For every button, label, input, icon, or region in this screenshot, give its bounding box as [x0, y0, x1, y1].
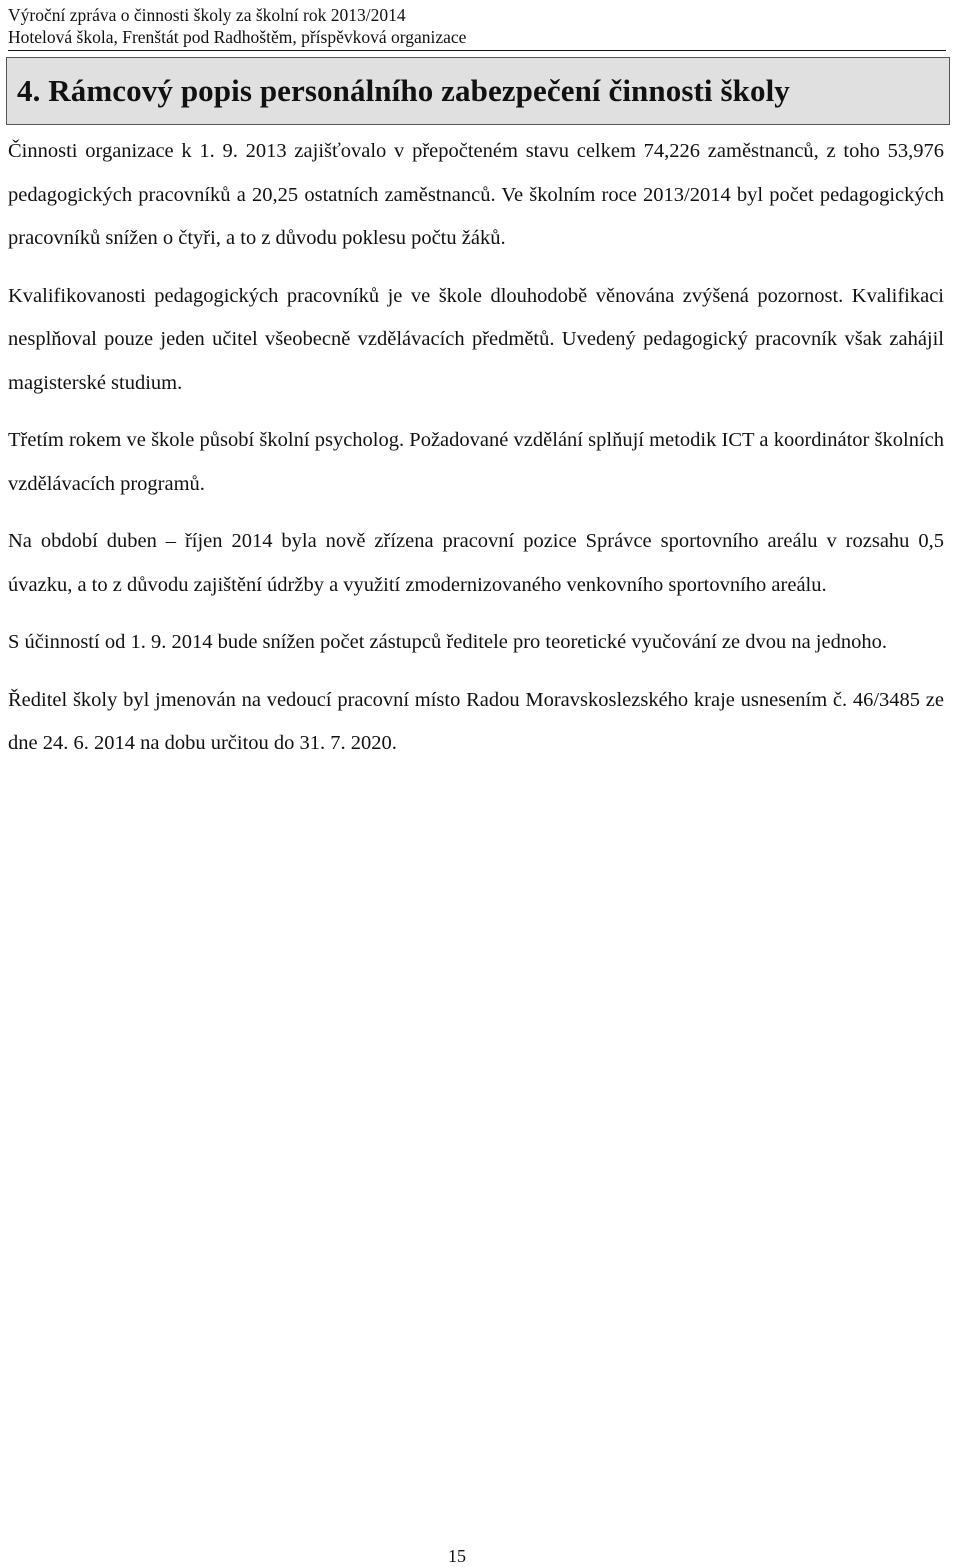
paragraph-deputies: S účinností od 1. 9. 2014 bude snížen počet zástupců ředitele pro teoretické vyučování ze dvou na jednoho.: [8, 631, 887, 653]
paragraph-qualification: Kvalifikovanosti pedagogických pracovníků je ve škole dlouhodobě věnována zvýšená pozornost. Kvalifikaci nesplňoval pouze jeden učitel všeobecně vzdělávacích předmětů. Uvedený pedagogický pracovník však zahájil magisterské studium.: [8, 284, 944, 394]
paragraph-staffing-numbers: Činnosti organizace k 1. 9. 2013 zajišťovalo v přepočteném stavu celkem 74,226 zaměstnanců, z toho 53,976 pedagogických pracovníků a 20,25 ostatních zaměstnanců. Ve školním roce 2013/2014 byl počet pedagogických pracovníků snížen o čtyři, a to z důvodu poklesu počtu žáků.: [8, 140, 944, 249]
header-school-name: Hotelová škola, Frenštát pod Radhoštěm, příspěvková organizace: [8, 27, 467, 47]
header-divider: [8, 50, 946, 51]
page-header: [8, 4, 946, 48]
header-report-title: Výroční zpráva o činnosti školy za školní rok 2013/2014: [8, 5, 406, 25]
paragraph-director: Ředitel školy byl jmenován na vedoucí pracovní místo Radou Moravskoslezského kraje usnesením č. 46/3485 ze dne 24. 6. 2014 na dobu určitou do 31. 7. 2020.: [8, 688, 944, 754]
page-number: 15: [448, 1546, 466, 1566]
section-title: 4. Rámcový popis personálního zabezpečení činnosti školy: [17, 73, 790, 108]
section-heading-box: [6, 57, 950, 125]
document-body: [8, 130, 944, 780]
paragraph-sports-area: Na období duben – říjen 2014 byla nově zřízena pracovní pozice Správce sportovního areálu v rozsahu 0,5 úvazku, a to z důvodu zajištění údržby a využití zmodernizovaného venkovního sportovního areálu.: [8, 530, 944, 596]
paragraph-psychologist: Třetím rokem ve škole působí školní psycholog. Požadované vzdělání splňují metodik ICT a koordinátor školních vzdělávacích programů.: [8, 429, 944, 495]
